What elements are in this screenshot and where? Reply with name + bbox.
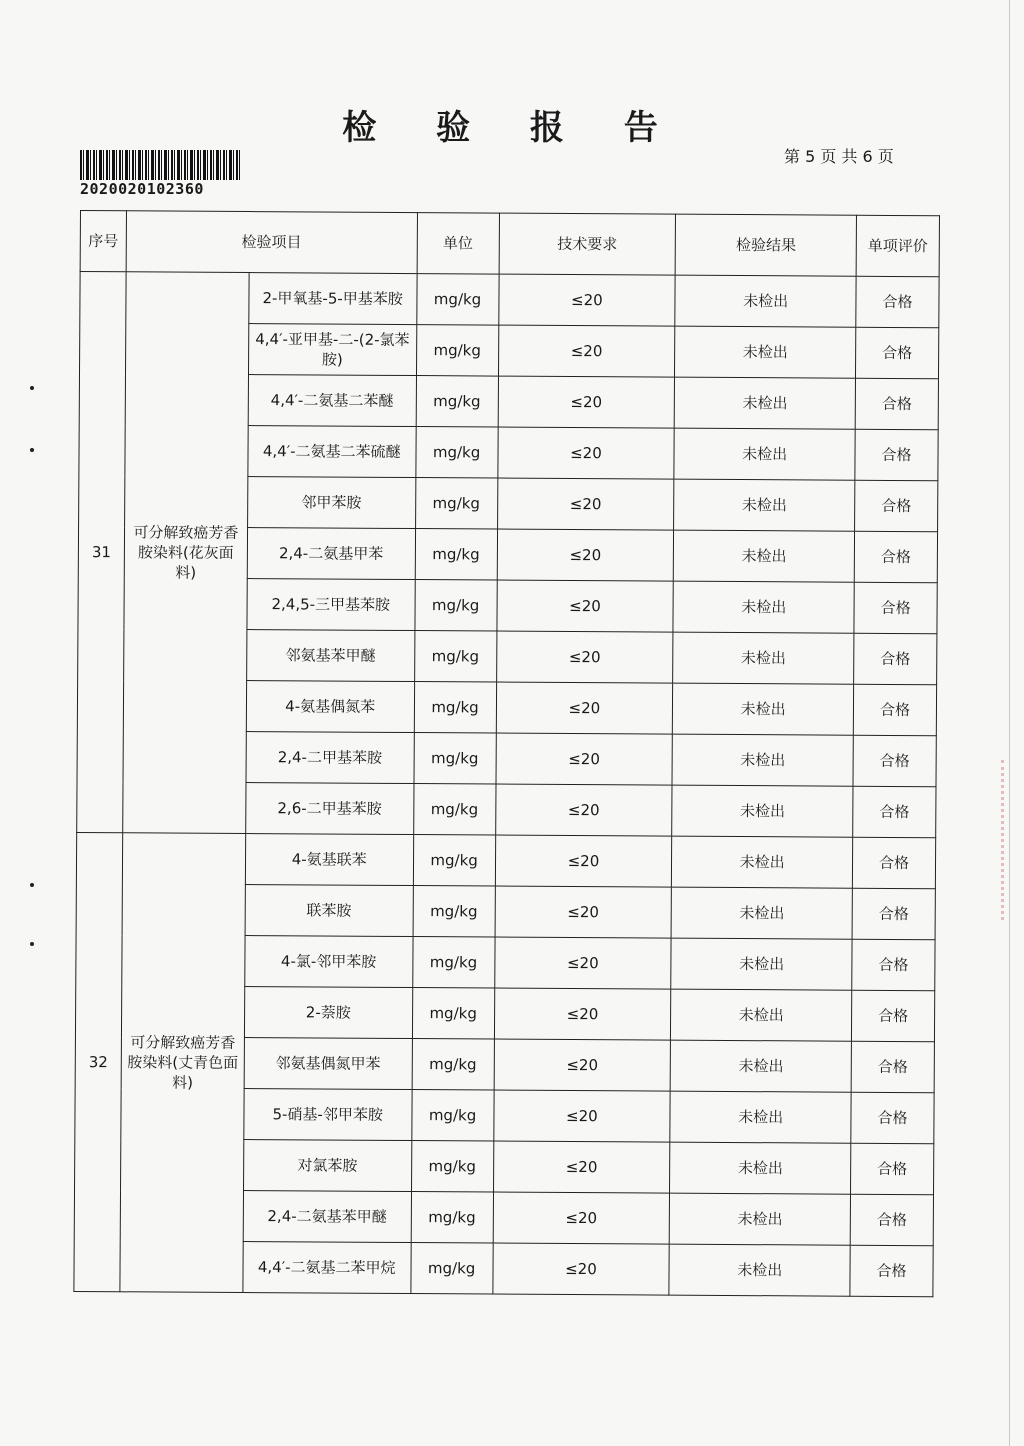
unit-cell: mg/kg: [414, 631, 496, 682]
requirement-cell: ≤20: [497, 529, 674, 581]
test-item: 邻氨基苯甲醚: [246, 630, 414, 682]
unit-cell: mg/kg: [411, 1090, 493, 1141]
result-cell: 未检出: [670, 1142, 851, 1194]
evaluation-cell: 合格: [850, 1245, 933, 1297]
requirement-cell: ≤20: [496, 733, 673, 785]
test-item: 4,4′-二氨基二苯硫醚: [248, 426, 416, 478]
test-item: 4,4′-亚甲基-二-(2-氯苯胺): [248, 324, 416, 376]
test-item: 5-硝基-邻甲苯胺: [244, 1089, 412, 1141]
evaluation-cell: 合格: [855, 378, 938, 430]
test-category: 可分解致癌芳香胺染料(花灰面料): [123, 272, 249, 834]
unit-cell: mg/kg: [414, 682, 496, 733]
seq-number: 31: [77, 272, 126, 833]
test-item: 4-氨基偶氮苯: [246, 681, 414, 733]
evaluation-cell: 合格: [850, 1194, 933, 1246]
result-cell: 未检出: [669, 1244, 850, 1296]
evaluation-cell: 合格: [852, 888, 935, 940]
unit-cell: mg/kg: [416, 376, 498, 427]
requirement-cell: ≤20: [498, 274, 675, 326]
requirement-cell: ≤20: [493, 1090, 670, 1142]
col-header-item: 检验项目: [126, 211, 417, 274]
test-item: 对氯苯胺: [243, 1140, 411, 1192]
result-cell: 未检出: [672, 836, 853, 888]
col-header-unit: 单位: [417, 213, 499, 274]
test-item: 4-氯-邻甲苯胺: [245, 936, 413, 988]
requirement-cell: ≤20: [497, 427, 674, 479]
evaluation-cell: 合格: [856, 327, 939, 379]
evaluation-cell: 合格: [853, 735, 936, 787]
requirement-cell: ≤20: [496, 631, 673, 683]
result-cell: 未检出: [674, 530, 855, 582]
evaluation-cell: 合格: [856, 276, 939, 328]
test-item: 4,4′-二氨基二苯醚: [248, 375, 416, 427]
scan-dot: [30, 883, 34, 887]
unit-cell: mg/kg: [415, 580, 497, 631]
evaluation-cell: 合格: [851, 1092, 934, 1144]
test-item: 2,4,5-三甲基苯胺: [247, 579, 415, 631]
report-title: 检 验 报 告: [342, 108, 682, 148]
report-number: 2020020102360: [80, 180, 204, 198]
result-cell: 未检出: [670, 1193, 851, 1245]
seq-number: 32: [74, 832, 123, 1291]
col-header-evaluation: 单项评价: [856, 215, 939, 277]
unit-cell: mg/kg: [412, 937, 494, 988]
result-cell: 未检出: [670, 1040, 851, 1092]
evaluation-cell: 合格: [855, 480, 938, 532]
requirement-cell: ≤20: [495, 784, 672, 836]
unit-cell: mg/kg: [413, 784, 495, 835]
evaluation-cell: 合格: [852, 939, 935, 991]
requirement-cell: ≤20: [496, 580, 673, 632]
unit-cell: mg/kg: [412, 1039, 494, 1090]
col-header-requirement: 技术要求: [499, 213, 676, 275]
result-cell: 未检出: [674, 479, 855, 531]
requirement-cell: ≤20: [497, 478, 674, 530]
evaluation-cell: 合格: [853, 786, 936, 838]
requirement-cell: ≤20: [492, 1243, 669, 1295]
result-cell: 未检出: [675, 275, 856, 327]
requirement-cell: ≤20: [494, 1039, 671, 1091]
evaluation-cell: 合格: [853, 684, 936, 736]
requirement-cell: ≤20: [495, 835, 672, 887]
requirement-cell: ≤20: [498, 325, 675, 377]
test-item: 2,4-二甲基苯胺: [246, 732, 414, 784]
test-item: 邻氨基偶氮甲苯: [244, 1038, 412, 1090]
unit-cell: mg/kg: [416, 325, 498, 376]
test-item: 2,4-二氨基苯甲醚: [243, 1191, 411, 1243]
result-cell: 未检出: [671, 938, 852, 990]
unit-cell: mg/kg: [415, 478, 497, 529]
inspection-table: [73, 210, 940, 1297]
test-item: 4-氨基联苯: [245, 834, 413, 886]
test-item: 4,4′-二氨基二苯甲烷: [243, 1242, 411, 1294]
result-cell: 未检出: [673, 581, 854, 633]
evaluation-cell: 合格: [855, 429, 938, 481]
unit-cell: mg/kg: [416, 274, 498, 325]
result-cell: 未检出: [674, 428, 855, 480]
table-header-row: [80, 211, 939, 277]
evaluation-cell: 合格: [852, 837, 935, 889]
requirement-cell: ≤20: [498, 376, 675, 428]
table-row: [80, 272, 939, 328]
requirement-cell: ≤20: [493, 1192, 670, 1244]
test-item: 2-甲氧基-5-甲基苯胺: [249, 273, 417, 325]
unit-cell: mg/kg: [413, 835, 495, 886]
test-item: 2-萘胺: [244, 987, 412, 1039]
result-cell: 未检出: [675, 377, 856, 429]
table-row: [76, 832, 935, 888]
evaluation-cell: 合格: [854, 582, 937, 634]
result-cell: 未检出: [673, 683, 854, 735]
unit-cell: mg/kg: [414, 733, 496, 784]
test-item: 2,6-二甲基苯胺: [246, 783, 414, 835]
scan-dot: [30, 386, 34, 390]
unit-cell: mg/kg: [415, 427, 497, 478]
test-item: 2,4-二氨基甲苯: [247, 528, 415, 580]
unit-cell: mg/kg: [415, 529, 497, 580]
unit-cell: mg/kg: [411, 1192, 493, 1243]
requirement-cell: ≤20: [494, 988, 671, 1040]
page-edge: [1009, 0, 1010, 1446]
barcode-image: [80, 150, 242, 180]
requirement-cell: ≤20: [496, 682, 673, 734]
page-info: 第 5 页 共 6 页: [784, 147, 894, 166]
scan-dot: [30, 942, 34, 946]
test-category: 可分解致癌芳香胺染料(丈青色面料): [120, 833, 246, 1293]
unit-cell: mg/kg: [411, 1141, 493, 1192]
unit-cell: mg/kg: [413, 886, 495, 937]
test-item: 联苯胺: [245, 885, 413, 937]
result-cell: 未检出: [672, 785, 853, 837]
evaluation-cell: 合格: [851, 990, 934, 1042]
evaluation-cell: 合格: [854, 633, 937, 685]
requirement-cell: ≤20: [493, 1141, 670, 1193]
table-body: [74, 272, 939, 1297]
result-cell: 未检出: [672, 734, 853, 786]
scan-dot: [30, 448, 34, 452]
result-cell: 未检出: [675, 326, 856, 378]
stamp-edge: [1001, 760, 1022, 920]
requirement-cell: ≤20: [494, 937, 671, 989]
col-header-result: 检验结果: [675, 214, 856, 276]
evaluation-cell: 合格: [851, 1041, 934, 1093]
evaluation-cell: 合格: [854, 531, 937, 583]
result-cell: 未检出: [673, 632, 854, 684]
unit-cell: mg/kg: [410, 1243, 492, 1294]
requirement-cell: ≤20: [495, 886, 672, 938]
result-cell: 未检出: [670, 1091, 851, 1143]
evaluation-cell: 合格: [851, 1143, 934, 1195]
col-header-seq: 序号: [80, 211, 126, 272]
result-cell: 未检出: [671, 887, 852, 939]
test-item: 邻甲苯胺: [247, 477, 415, 529]
result-cell: 未检出: [671, 989, 852, 1041]
unit-cell: mg/kg: [412, 988, 494, 1039]
